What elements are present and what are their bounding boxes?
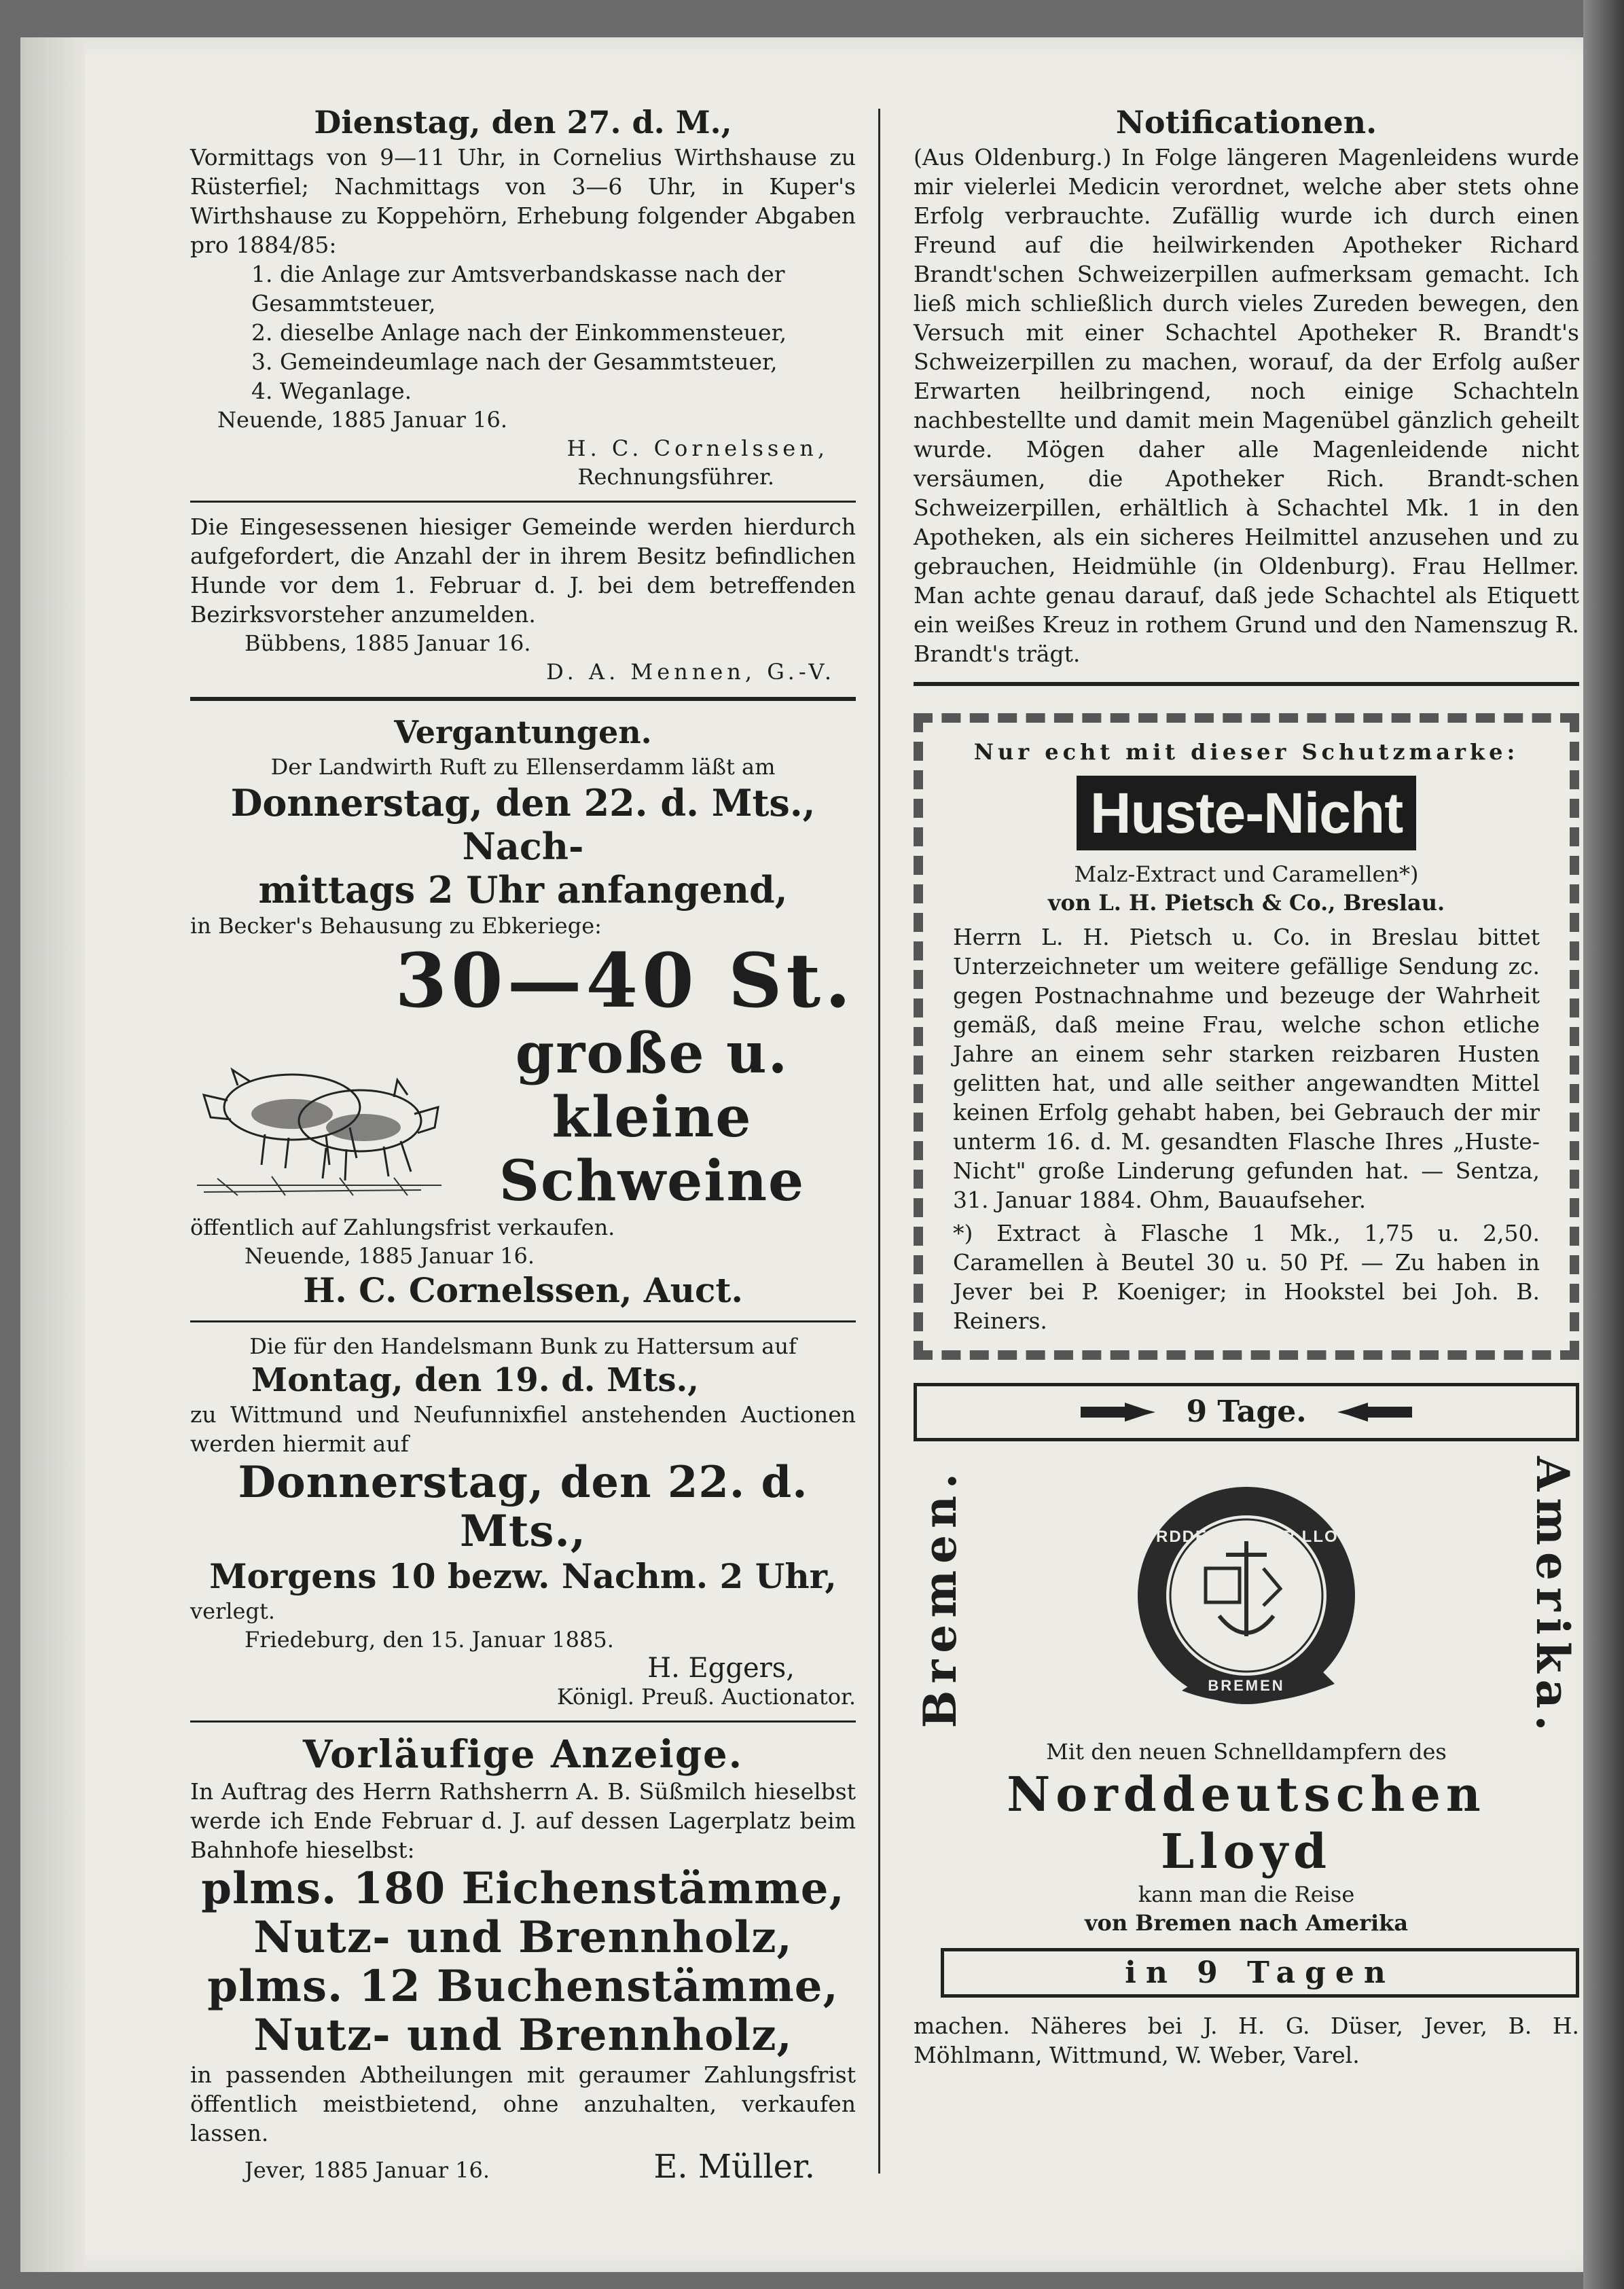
eggers-signer-role: Königl. Preuß. Auctionator. — [556, 1684, 856, 1710]
pig-auction — [190, 712, 856, 1311]
notif-heading: Notificationen. — [1115, 104, 1377, 141]
lloyd-footer: machen. Näheres bei J. H. G. Düser, Jever, B. H. Möhlmann, Wittmund, W. Weber, Varel. — [914, 2013, 1579, 2069]
lloyd-days-label: 9 Tage. — [1186, 1394, 1307, 1429]
eggers-place-date: Friedeburg, den 15. Januar 1885. — [245, 1627, 614, 1653]
lloyd-intro: Mit den neuen Schnelldampfern des — [1046, 1739, 1447, 1765]
divider — [190, 501, 856, 503]
dog-notice-place-date: Bübbens, 1885 Januar 16. — [245, 630, 531, 656]
lloyd-seal — [1117, 1480, 1375, 1714]
timber-footer — [190, 2148, 856, 2186]
huste-sub1: Malz-Extract und Caramellen*) — [1074, 861, 1419, 887]
pig-auction-date: Donnerstag, den 22. d. Mts., Nach- — [230, 781, 816, 868]
pig-auction-time: mittags 2 Uhr anfangend, — [258, 868, 788, 912]
notif-text: (Aus Oldenburg.) In Folge längeren Magenleidens wurde mir vielerlei Medicin verordnet, welche aber stets ohne Erfolg verbrauchte. Zufällig wurde ich durch einen Freund auf die heilwirkenden Apotheker Richard Brandt'schen Schweizerpillen aufmerksam gemacht. Ich ließ mich schließlich durch vieles Zureden bewegen, den Versuch mit einer Schachtel Apotheker R. Brandt's Schweizerpillen zu machen, worauf, da der Erfolg außer Erwarten heilbringend, noch einige Schachteln nachbestellte und damit mein Magenübel gänzlich geheilt wurde. Mögen daher alle Magenleidende nicht versäumen, die Apotheker Rich. Brandt-schen Schweizerpillen, erhältlich à Schachtel Mk. 1 in den Apotheken, als ein sicheres Heilmittel anzusehen und zu gebrauchen, Heidmühle (in Oldenburg). Frau Hellmer. Man achte genau darauf, daß jede Schachtel als Etiquett ein weißes Kreuz in rothem Grund und den Namenszug R. Brandt's trägt. — [914, 144, 1579, 667]
tax-notice-signer-role: Rechnungsführer. — [577, 464, 774, 490]
huste-text: Herrn L. H. Pietsch u. Co. in Breslau bittet Unterzeichneter um weitere gefällige Sendung zc. gegen Postnachnahme und bezeuge der Wahrheit gemäß, daß meine Frau, welche schon etliche Jahre an einem sehr starken reizbaren Husten gelitten hat, und alle seither angewandten Mittel keinen Erfolg gehabt haben, bei Gebrauch der mir unterm 16. d. M. gesandten Flasche Ihres „Huste-Nicht" große Linderung gefunden hat. — Sentza, 31. Januar 1884. Ohm, Bauaufseher. — [953, 924, 1540, 1213]
pig-auction-location: in Becker's Behausung zu Ebkeriege: — [190, 913, 602, 939]
tax-notice-place-date: Neuende, 1885 Januar 16. — [217, 407, 508, 433]
divider — [190, 1320, 856, 1322]
eggers-signer: H. Eggers, — [647, 1653, 795, 1684]
scan-edge — [1583, 0, 1624, 2289]
tax-notice — [190, 102, 856, 491]
pig-line2: Schweine — [499, 1149, 806, 1214]
tax-notice-text: Vormittags von 9—11 Uhr, in Cornelius Wirthshause zu Rüsterfiel; Nachmittags von 3—6 Uhr, in Kuper's Wirthshause zu Koppehörn, Erhebung folgender Abgaben pro 1884/85: — [190, 144, 856, 258]
page-spine — [20, 37, 85, 2272]
timber-line4: Nutz- und Brennholz, — [253, 2010, 793, 2061]
dog-notice-text: Die Eingesessenen hiesiger Gemeinde werden hierdurch aufgefordert, die Anzahl der in ihrem Besitz befindlichen Hunde vor dem 1. Februar d. J. bei dem betreffenden Bezirksvorsteher anzumelden. — [190, 513, 856, 628]
timber-signer: E. Müller. — [653, 2148, 815, 2186]
lloyd-days-tag — [914, 1383, 1579, 1441]
pig-illustration-icon — [190, 1032, 448, 1202]
timber-notice — [190, 1732, 856, 2186]
lloyd-emblem-row — [914, 1456, 1579, 1737]
seal-bottom-text: BREMEN — [1208, 1677, 1285, 1695]
tax-notice-signer: H. C. Cornelssen, — [566, 435, 829, 461]
huste-brand-logo: Huste-Nicht — [1077, 776, 1416, 850]
pointing-hand-left-icon — [1334, 1399, 1415, 1426]
timber-text: In Auftrag des Herrn Rathsherrn A. B. Süßmilch hieselbst werde ich Ende Februar d. J. auf dessen Lagerplatz beim Bahnhofe hieselbst: — [190, 1778, 856, 1863]
tax-item: 3. Gemeindeumlage nach der Gesammtsteuer, — [251, 348, 778, 375]
eggers-text: zu Wittmund und Neufunnixfiel anstehenden Auctionen werden hiermit auf — [190, 1401, 856, 1457]
eggers-date1: Montag, den 19. d. Mts., — [251, 1361, 699, 1399]
lloyd-name: Norddeutschen Lloyd — [1007, 1766, 1486, 1880]
divider — [190, 697, 856, 701]
pig-auction-terms: öffentlich auf Zahlungsfrist verkaufen. — [190, 1214, 615, 1240]
huste-footnote: *) Extract à Flasche 1 Mk., 1,75 u. 2,50. Caramellen à Beutel 30 u. 50 Pf. — Zu haben in Jever bei P. Koeniger; in Hookstel bei Joh. B. Reiners. — [953, 1220, 1540, 1334]
right-column — [914, 102, 1579, 2070]
huste-tagline: Nur echt mit dieser Schutzmarke: — [973, 739, 1519, 765]
timber-line2: Nutz- und Brennholz, — [253, 1912, 793, 1963]
timber-heading: Vorläufige Anzeige. — [302, 1732, 744, 1777]
eggers-time: Morgens 10 bezw. Nachm. 2 Uhr, — [209, 1556, 837, 1596]
pig-row — [190, 1022, 856, 1213]
pig-auction-intro: Der Landwirth Ruft zu Ellenserdamm läßt am — [270, 754, 776, 780]
norddeutscher-lloyd-seal-icon — [1117, 1480, 1375, 1711]
pig-auction-signer: H. C. Cornelssen, Auct. — [303, 1270, 743, 1310]
divider — [190, 1720, 856, 1723]
eggers-verb: verlegt. — [190, 1598, 275, 1624]
tax-item: 4. Weganlage. — [251, 378, 412, 404]
timber-line1: plms. 180 Eichenstämme, — [201, 1863, 845, 1914]
dog-notice — [190, 512, 856, 686]
pig-text — [448, 1022, 856, 1213]
pointing-hand-right-icon — [1077, 1399, 1159, 1426]
tax-notice-heading: Dienstag, den 27. d. M., — [314, 104, 732, 141]
eggers-date2: Donnerstag, den 22. d. Mts., — [238, 1457, 808, 1557]
brandt-notice — [914, 102, 1579, 668]
timber-terms: in passenden Abtheilungen mit geraumer Zahlungsfrist öffentlich meistbietend, ohne anzuhalten, verkaufen lassen. — [190, 2061, 856, 2146]
lloyd-nine-days-box: in 9 Tagen — [941, 1948, 1579, 1998]
bremen-vertical-text: Bremen. — [914, 1466, 967, 1728]
eggers-intro: Die für den Handelsmann Bunk zu Hattersum auf — [249, 1333, 797, 1359]
pig-line1: große u. kleine — [515, 1021, 789, 1150]
timber-line3: plms. 12 Buchenstämme, — [207, 1961, 839, 2012]
dog-notice-signer: D. A. Mennen, G.-V. — [546, 659, 835, 685]
tax-item: 1. die Anlage zur Amtsverbandskasse nach der Gesammtsteuer, — [251, 261, 785, 317]
huste-sub2: von L. H. Pietsch & Co., Breslau. — [1047, 890, 1445, 916]
timber-place-date: Jever, 1885 Januar 16. — [245, 2157, 490, 2183]
huste-nicht-ad — [914, 713, 1579, 1360]
pig-count: 30—40 St. — [395, 937, 855, 1024]
seal-top-text: NORDDEUTSCHER LLOYD — [1128, 1528, 1364, 1547]
section-heading: Vergantungen. — [394, 714, 652, 751]
left-column — [190, 102, 856, 2186]
tax-item: 2. dieselbe Anlage nach der Einkommensteuer, — [251, 319, 787, 346]
divider — [914, 682, 1579, 686]
eggers-notice — [190, 1332, 856, 1711]
pig-auction-place-date: Neuende, 1885 Januar 16. — [245, 1243, 535, 1269]
lloyd-ad — [914, 1383, 1579, 2070]
amerika-vertical-text: Amerika. — [1526, 1456, 1579, 1738]
lloyd-text2: von Bremen nach Amerika — [1084, 1910, 1409, 1936]
lloyd-text1: kann man die Reise — [1138, 1881, 1355, 1908]
column-divider — [878, 109, 880, 2174]
